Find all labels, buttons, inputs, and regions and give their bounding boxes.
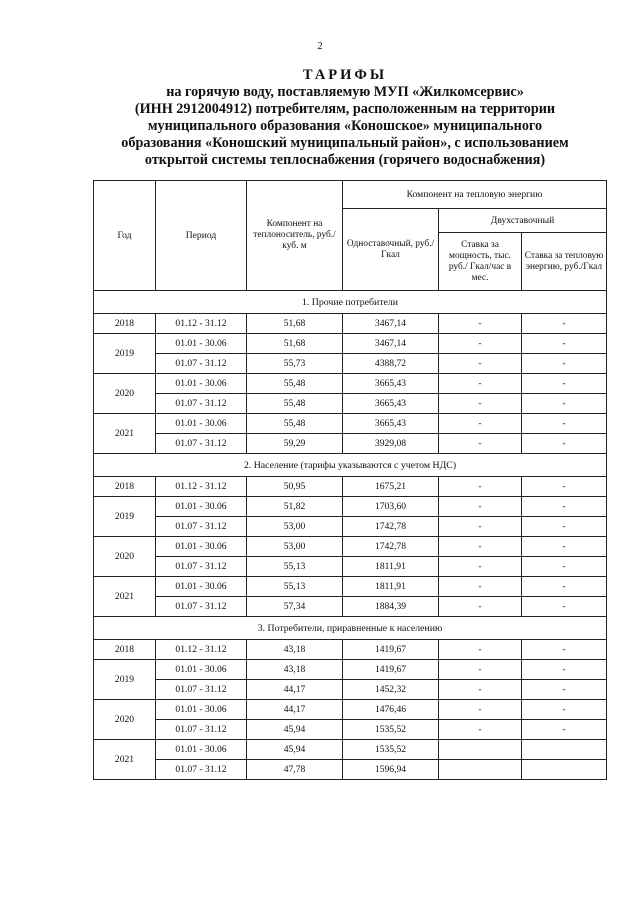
energy-rate-cell: - — [522, 640, 607, 660]
table-row — [94, 760, 607, 780]
single-rate-cell: 4388,72 — [343, 354, 439, 374]
table-row — [94, 434, 607, 454]
period-cell: 01.12 - 31.12 — [156, 314, 247, 334]
table-row — [94, 597, 607, 617]
title-line-5: образования «Коношский муниципальный район», с использованием — [121, 135, 569, 151]
year-cell: 2021 — [94, 740, 156, 780]
table-row — [94, 497, 607, 517]
year-cell: 2019 — [94, 660, 156, 700]
capacity-rate-cell: - — [439, 577, 522, 597]
period-cell: 01.01 - 30.06 — [156, 537, 247, 557]
energy-rate-cell — [522, 740, 607, 760]
capacity-rate-cell: - — [439, 700, 522, 720]
header-single-rate: Одноставочный, руб./Гкал — [343, 209, 439, 291]
single-rate-cell: 3929,08 — [343, 434, 439, 454]
carrier-cell: 59,29 — [247, 434, 343, 454]
section-row — [94, 291, 607, 314]
carrier-cell: 55,48 — [247, 394, 343, 414]
year-cell: 2019 — [94, 497, 156, 537]
carrier-cell: 47,78 — [247, 760, 343, 780]
capacity-rate-cell: - — [439, 414, 522, 434]
period-cell: 01.07 - 31.12 — [156, 394, 247, 414]
energy-rate-cell: - — [522, 374, 607, 394]
capacity-rate-cell: - — [439, 477, 522, 497]
section-row — [94, 454, 607, 477]
period-cell: 01.07 - 31.12 — [156, 597, 247, 617]
single-rate-cell: 3467,14 — [343, 314, 439, 334]
carrier-cell: 55,48 — [247, 414, 343, 434]
period-cell: 01.07 - 31.12 — [156, 680, 247, 700]
capacity-rate-cell: - — [439, 394, 522, 414]
energy-rate-cell: - — [522, 720, 607, 740]
period-cell: 01.01 - 30.06 — [156, 497, 247, 517]
period-cell: 01.01 - 30.06 — [156, 577, 247, 597]
single-rate-cell: 1535,52 — [343, 720, 439, 740]
single-rate-cell: 3665,43 — [343, 394, 439, 414]
capacity-rate-cell: - — [439, 497, 522, 517]
period-cell: 01.07 - 31.12 — [156, 557, 247, 577]
section-title: 2. Население (тарифы указываются с учетом НДС) — [94, 454, 607, 477]
title-line-2: на горячую воду, поставляемую МУП «Жилкомсервис» — [166, 84, 524, 100]
capacity-rate-cell: - — [439, 640, 522, 660]
section-title: 3. Потребители, приравненные к населению — [94, 617, 607, 640]
period-cell: 01.01 - 30.06 — [156, 660, 247, 680]
single-rate-cell: 1419,67 — [343, 640, 439, 660]
energy-rate-cell: - — [522, 700, 607, 720]
year-cell: 2021 — [94, 577, 156, 617]
carrier-cell: 50,95 — [247, 477, 343, 497]
carrier-cell: 53,00 — [247, 517, 343, 537]
single-rate-cell: 1535,52 — [343, 740, 439, 760]
page-number: 2 — [317, 40, 323, 52]
capacity-rate-cell: - — [439, 597, 522, 617]
carrier-cell: 43,18 — [247, 660, 343, 680]
carrier-cell: 57,34 — [247, 597, 343, 617]
capacity-rate-cell — [439, 740, 522, 760]
energy-rate-cell: - — [522, 557, 607, 577]
header-energy-rate: Ставка за тепловую энергию, руб./Гкал — [522, 233, 607, 291]
single-rate-cell: 1476,46 — [343, 700, 439, 720]
table-row — [94, 414, 607, 434]
period-cell: 01.07 - 31.12 — [156, 720, 247, 740]
table-body — [94, 291, 607, 780]
carrier-cell: 43,18 — [247, 640, 343, 660]
table-row — [94, 354, 607, 374]
year-cell: 2018 — [94, 477, 156, 497]
section-row — [94, 617, 607, 640]
energy-rate-cell: - — [522, 680, 607, 700]
energy-rate-cell: - — [522, 477, 607, 497]
energy-rate-cell — [522, 760, 607, 780]
title-line-4: муниципального образования «Коношское» муниципального — [147, 118, 543, 134]
table-row — [94, 720, 607, 740]
year-cell: 2020 — [94, 700, 156, 740]
energy-rate-cell: - — [522, 354, 607, 374]
carrier-cell: 55,48 — [247, 374, 343, 394]
table-row — [94, 334, 607, 354]
capacity-rate-cell: - — [439, 680, 522, 700]
capacity-rate-cell: - — [439, 537, 522, 557]
energy-rate-cell: - — [522, 537, 607, 557]
capacity-rate-cell: - — [439, 434, 522, 454]
table-row — [94, 640, 607, 660]
title-line-6: открытой системы теплоснабжения (горячего водоснабжения) — [144, 152, 546, 168]
year-cell: 2020 — [94, 537, 156, 577]
header-energy: Компонент на тепловую энергию — [343, 181, 607, 209]
energy-rate-cell: - — [522, 434, 607, 454]
single-rate-cell: 3665,43 — [343, 414, 439, 434]
capacity-rate-cell: - — [439, 374, 522, 394]
single-rate-cell: 3665,43 — [343, 374, 439, 394]
table-row — [94, 680, 607, 700]
single-rate-cell: 1452,32 — [343, 680, 439, 700]
tariff-table — [93, 180, 607, 780]
capacity-rate-cell: - — [439, 354, 522, 374]
energy-rate-cell: - — [522, 597, 607, 617]
single-rate-cell: 3467,14 — [343, 334, 439, 354]
carrier-cell: 55,13 — [247, 577, 343, 597]
energy-rate-cell: - — [522, 577, 607, 597]
table-row — [94, 660, 607, 680]
single-rate-cell: 1596,94 — [343, 760, 439, 780]
table-row — [94, 700, 607, 720]
capacity-rate-cell: - — [439, 314, 522, 334]
header-period: Период — [156, 181, 247, 291]
carrier-cell: 44,17 — [247, 680, 343, 700]
period-cell: 01.12 - 31.12 — [156, 640, 247, 660]
period-cell: 01.01 - 30.06 — [156, 740, 247, 760]
carrier-cell: 51,82 — [247, 497, 343, 517]
single-rate-cell: 1811,91 — [343, 557, 439, 577]
capacity-rate-cell: - — [439, 660, 522, 680]
energy-rate-cell: - — [522, 394, 607, 414]
period-cell: 01.01 - 30.06 — [156, 414, 247, 434]
header-carrier: Компонент на теплоноситель, руб./куб. м — [247, 181, 343, 291]
table-header — [94, 181, 607, 291]
table-row — [94, 314, 607, 334]
single-rate-cell: 1742,78 — [343, 517, 439, 537]
energy-rate-cell: - — [522, 414, 607, 434]
document-title — [60, 67, 630, 169]
energy-rate-cell: - — [522, 334, 607, 354]
period-cell: 01.07 - 31.12 — [156, 434, 247, 454]
header-year: Год — [94, 181, 156, 291]
table-row — [94, 477, 607, 497]
period-cell: 01.07 - 31.12 — [156, 760, 247, 780]
carrier-cell: 45,94 — [247, 720, 343, 740]
header-capacity-rate: Ставка за мощность, тыс. руб./ Гкал/час в мес. — [439, 233, 522, 291]
period-cell: 01.07 - 31.12 — [156, 517, 247, 537]
single-rate-cell: 1703,60 — [343, 497, 439, 517]
title-line-1: ТАРИФЫ — [302, 67, 388, 83]
table-row — [94, 577, 607, 597]
table-row — [94, 517, 607, 537]
capacity-rate-cell: - — [439, 334, 522, 354]
capacity-rate-cell: - — [439, 720, 522, 740]
year-cell: 2018 — [94, 640, 156, 660]
energy-rate-cell: - — [522, 497, 607, 517]
table-row — [94, 374, 607, 394]
table-row — [94, 394, 607, 414]
single-rate-cell: 1742,78 — [343, 537, 439, 557]
capacity-rate-cell: - — [439, 557, 522, 577]
carrier-cell: 44,17 — [247, 700, 343, 720]
capacity-rate-cell — [439, 760, 522, 780]
energy-rate-cell: - — [522, 517, 607, 537]
carrier-cell: 51,68 — [247, 314, 343, 334]
title-line-3: (ИНН 2912004912) потребителям, расположенным на территории — [134, 101, 556, 117]
energy-rate-cell: - — [522, 314, 607, 334]
single-rate-cell: 1419,67 — [343, 660, 439, 680]
single-rate-cell: 1884,39 — [343, 597, 439, 617]
year-cell: 2020 — [94, 374, 156, 414]
carrier-cell: 55,73 — [247, 354, 343, 374]
period-cell: 01.12 - 31.12 — [156, 477, 247, 497]
period-cell: 01.01 - 30.06 — [156, 334, 247, 354]
carrier-cell: 55,13 — [247, 557, 343, 577]
single-rate-cell: 1675,21 — [343, 477, 439, 497]
period-cell: 01.01 - 30.06 — [156, 700, 247, 720]
capacity-rate-cell: - — [439, 517, 522, 537]
single-rate-cell: 1811,91 — [343, 577, 439, 597]
carrier-cell: 51,68 — [247, 334, 343, 354]
carrier-cell: 53,00 — [247, 537, 343, 557]
energy-rate-cell: - — [522, 660, 607, 680]
table-row — [94, 537, 607, 557]
table-row — [94, 557, 607, 577]
year-cell: 2018 — [94, 314, 156, 334]
period-cell: 01.01 - 30.06 — [156, 374, 247, 394]
header-two-rate: Двухставочный — [439, 209, 607, 233]
section-title: 1. Прочие потребители — [94, 291, 607, 314]
period-cell: 01.07 - 31.12 — [156, 354, 247, 374]
year-cell: 2019 — [94, 334, 156, 374]
carrier-cell: 45,94 — [247, 740, 343, 760]
table-row — [94, 740, 607, 760]
year-cell: 2021 — [94, 414, 156, 454]
